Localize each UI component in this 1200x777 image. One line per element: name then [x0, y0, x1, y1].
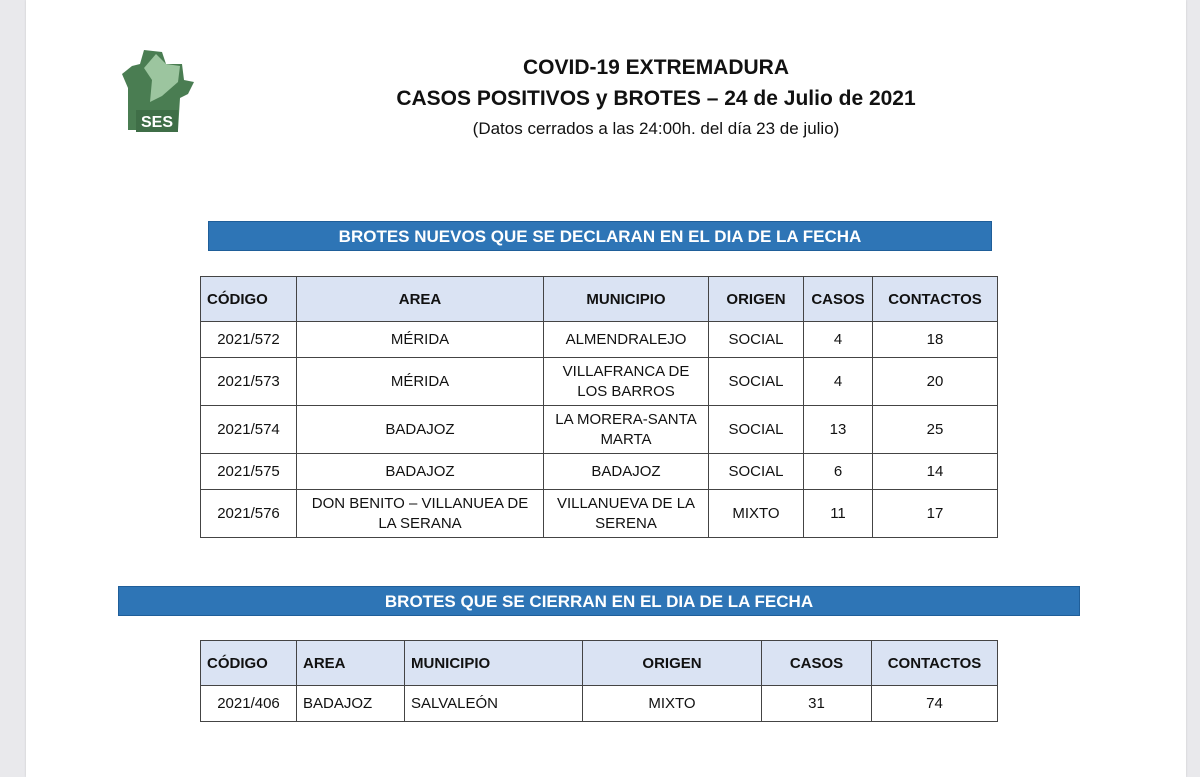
cell-codigo: 2021/575 — [201, 454, 297, 490]
closed-outbreaks-table — [200, 640, 998, 722]
col-origen: ORIGEN — [583, 641, 762, 686]
document-title: COVID-19 EXTREMADURA — [522, 56, 790, 79]
cell-municipio: ALMENDRALEJO — [544, 322, 709, 358]
cell-area: BADAJOZ — [297, 454, 544, 490]
cell-casos: 4 — [804, 322, 873, 358]
cell-contactos: 74 — [872, 686, 998, 722]
col-contactos: CONTACTOS — [872, 641, 998, 686]
table-row — [201, 358, 998, 406]
cell-municipio: VILLAFRANCA DE LOS BARROS — [544, 358, 709, 406]
col-municipio: MUNICIPIO — [544, 277, 709, 322]
col-area: AREA — [297, 641, 405, 686]
cell-codigo: 2021/576 — [201, 490, 297, 538]
document-page — [26, 0, 1186, 777]
col-casos: CASOS — [804, 277, 873, 322]
cell-area: MÉRIDA — [297, 358, 544, 406]
cell-contactos: 18 — [873, 322, 998, 358]
closed-outbreaks-banner: BROTES QUE SE CIERRAN EN EL DIA DE LA FECHA — [118, 586, 1080, 616]
table-row — [201, 686, 998, 722]
cell-area: BADAJOZ — [297, 406, 544, 454]
cell-codigo: 2021/406 — [201, 686, 297, 722]
cell-codigo: 2021/573 — [201, 358, 297, 406]
cell-origen: SOCIAL — [709, 358, 804, 406]
col-casos: CASOS — [762, 641, 872, 686]
table-row — [201, 406, 998, 454]
table-row — [201, 454, 998, 490]
cell-area: BADAJOZ — [297, 686, 405, 722]
logo-text: SES — [140, 114, 174, 131]
cell-contactos: 25 — [873, 406, 998, 454]
document-subtitle: CASOS POSITIVOS y BROTES – 24 de Julio de 2021 — [396, 87, 916, 110]
cell-casos: 4 — [804, 358, 873, 406]
table-row — [201, 490, 998, 538]
cell-municipio: LA MORERA-SANTA MARTA — [544, 406, 709, 454]
new-outbreaks-table — [200, 276, 998, 538]
cell-origen: SOCIAL — [709, 406, 804, 454]
cell-origen: MIXTO — [709, 490, 804, 538]
cell-area: MÉRIDA — [297, 322, 544, 358]
ses-logo-icon — [122, 50, 200, 134]
col-contactos: CONTACTOS — [873, 277, 998, 322]
col-origen: ORIGEN — [709, 277, 804, 322]
new-outbreaks-banner: BROTES NUEVOS QUE SE DECLARAN EN EL DIA DE LA FECHA — [208, 221, 992, 251]
cell-casos: 13 — [804, 406, 873, 454]
cell-contactos: 17 — [873, 490, 998, 538]
cell-contactos: 20 — [873, 358, 998, 406]
col-codigo: CÓDIGO — [201, 277, 297, 322]
cell-area: DON BENITO – VILLANUEA DE LA SERANA — [297, 490, 544, 538]
document-header — [306, 54, 1006, 142]
cell-municipio: BADAJOZ — [544, 454, 709, 490]
cell-codigo: 2021/572 — [201, 322, 297, 358]
cell-origen: SOCIAL — [709, 454, 804, 490]
cell-casos: 31 — [762, 686, 872, 722]
table-header-row — [201, 641, 998, 686]
cell-origen: MIXTO — [583, 686, 762, 722]
cell-casos: 6 — [804, 454, 873, 490]
table-row — [201, 322, 998, 358]
col-codigo: CÓDIGO — [201, 641, 297, 686]
col-area: AREA — [297, 277, 544, 322]
cell-municipio: SALVALEÓN — [405, 686, 583, 722]
cell-contactos: 14 — [873, 454, 998, 490]
cell-casos: 11 — [804, 490, 873, 538]
col-municipio: MUNICIPIO — [405, 641, 583, 686]
cell-municipio: VILLANUEVA DE LA SERENA — [544, 490, 709, 538]
table-header-row — [201, 277, 998, 322]
document-note: (Datos cerrados a las 24:00h. del día 23 de julio) — [472, 119, 840, 138]
cell-origen: SOCIAL — [709, 322, 804, 358]
cell-codigo: 2021/574 — [201, 406, 297, 454]
